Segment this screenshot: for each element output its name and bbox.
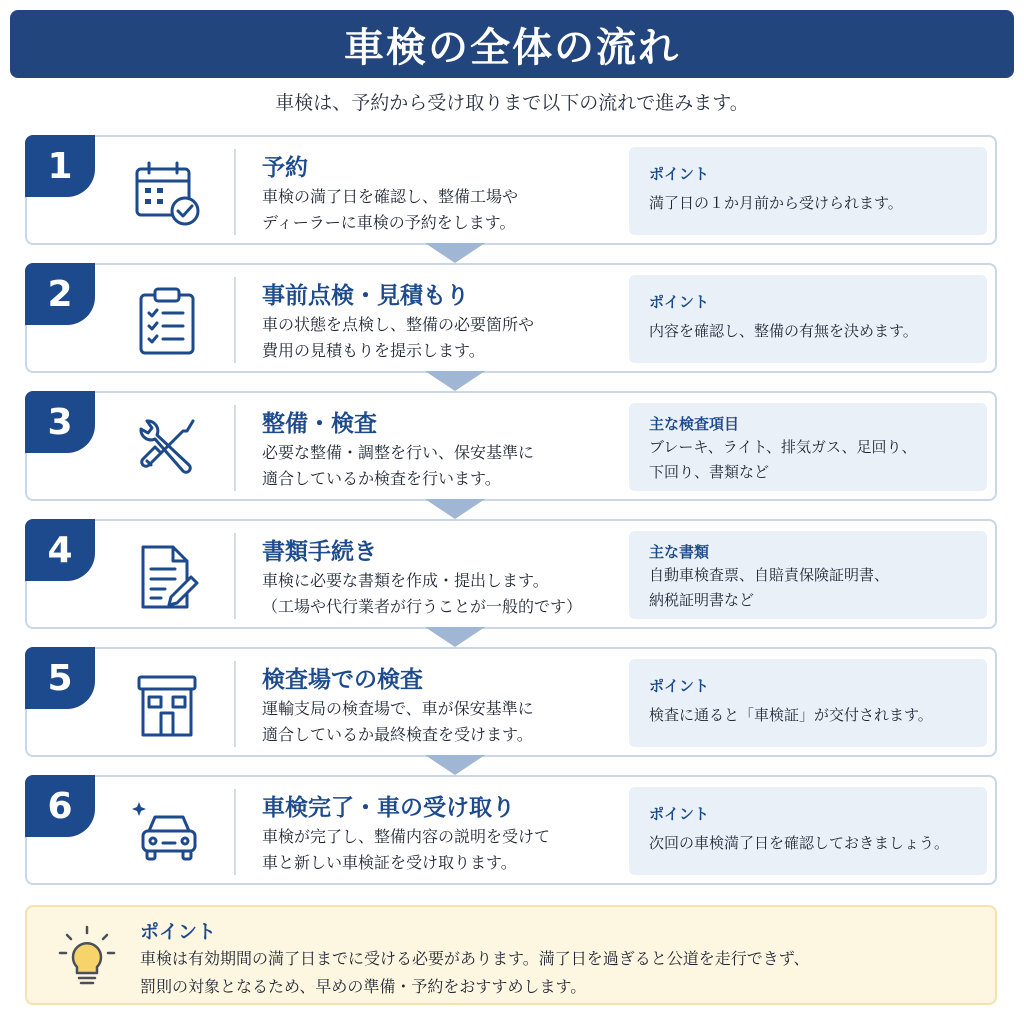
step-title: 書類手続き (262, 539, 377, 565)
point-text: 下回り、書類など (649, 463, 770, 481)
step-card-2 (25, 263, 997, 373)
step-description (262, 312, 632, 364)
step-desc-line: 車検が完了し、整備内容の説明を受けて (262, 827, 551, 846)
tip-line: 罰則の対象となるため、早めの準備・予約をおすすめします。 (140, 977, 587, 996)
point-label: 主な書類 (649, 543, 710, 561)
tip-line: 車検は有効期間の満了日までに受ける必要があります。満了日を過ぎると公道を走行できず、 (140, 949, 810, 968)
down-arrow-icon (425, 243, 485, 263)
step-number: 3 (25, 391, 95, 453)
step-number: 1 (25, 135, 95, 197)
page-title: 車検の全体の流れ (344, 24, 680, 71)
divider (234, 533, 236, 619)
point-box (629, 275, 987, 363)
page-subtitle: 車検は、予約から受け取りまで以下の流れで進みます。 (275, 92, 749, 114)
step-number: 2 (25, 263, 95, 325)
step-number: 4 (25, 519, 95, 581)
down-arrow-icon (425, 755, 485, 775)
tip-text (140, 945, 809, 1001)
point-text: 納税証明書など (649, 591, 755, 609)
point-box (629, 659, 987, 747)
point-box (629, 403, 987, 491)
point-text: 満了日の１か月前から受けられます。 (649, 194, 903, 212)
step-desc-line: 車検に必要な書類を作成・提出します。 (262, 571, 549, 590)
step-desc-line: 適合しているか検査を行います。 (262, 469, 501, 488)
point-text: 次回の車検満了日を確認しておきましょう。 (649, 834, 950, 852)
car-sparkle-icon (127, 797, 207, 869)
point-text: 自動車検査票、自賠責保険証明書、 (649, 566, 890, 584)
divider (234, 149, 236, 235)
step-desc-line: 車検の満了日を確認し、整備工場や (262, 187, 519, 206)
step-title: 整備・検査 (262, 411, 377, 437)
down-arrow-icon (425, 499, 485, 519)
point-label: 主な検査項目 (649, 415, 740, 433)
down-arrow-icon (425, 371, 485, 391)
step-desc-line: 車と新しい車検証を受け取ります。 (262, 853, 517, 872)
document-pen-icon (127, 541, 207, 613)
wrench-screwdriver-icon (127, 413, 207, 485)
step-card-1 (25, 135, 997, 245)
point-box (629, 147, 987, 235)
point-label: ポイント (649, 293, 710, 311)
step-desc-line: 費用の見積もりを提示します。 (262, 341, 485, 360)
point-text: 検査に通ると「車検証」が交付されます。 (649, 706, 933, 724)
tip-title: ポイント (140, 921, 217, 943)
divider (234, 405, 236, 491)
step-number: 6 (25, 775, 95, 837)
step-title: 事前点検・見積もり (262, 283, 469, 309)
point-box (629, 787, 987, 875)
calendar-check-icon (127, 157, 207, 229)
step-card-6 (25, 775, 997, 885)
divider (234, 661, 236, 747)
step-desc-line: 運輸支局の検査場で、車が保安基準に (262, 699, 534, 718)
step-desc-line: 車の状態を点検し、整備の必要箇所や (262, 315, 535, 334)
lightbulb-icon (57, 925, 117, 989)
step-desc-line: （工場や代行業者が行うことが一般的です） (262, 597, 583, 616)
step-description (262, 440, 632, 492)
step-title: 予約 (262, 155, 308, 181)
point-box (629, 531, 987, 619)
step-desc-line: 必要な整備・調整を行い、保安基準に (262, 443, 535, 462)
step-description (262, 568, 632, 620)
step-desc-line: 適合しているか最終検査を受けます。 (262, 725, 533, 744)
step-card-5 (25, 647, 997, 757)
step-description (262, 184, 632, 236)
down-arrow-icon (425, 627, 485, 647)
tip-box (25, 905, 997, 1005)
building-icon (127, 669, 207, 741)
step-description (262, 696, 632, 748)
header-banner (10, 10, 1014, 78)
divider (234, 277, 236, 363)
step-title: 車検完了・車の受け取り (262, 795, 515, 821)
point-text: ブレーキ、ライト、排気ガス、足回り、 (649, 438, 917, 456)
step-desc-line: ディーラーに車検の予約をします。 (262, 213, 516, 232)
step-description (262, 824, 632, 876)
point-label: ポイント (649, 677, 710, 695)
point-label: ポイント (649, 805, 710, 823)
step-card-4 (25, 519, 997, 629)
clipboard-checklist-icon (127, 285, 207, 357)
step-title: 検査場での検査 (262, 667, 423, 693)
point-text: 内容を確認し、整備の有無を決めます。 (649, 322, 918, 340)
step-card-3 (25, 391, 997, 501)
point-label: ポイント (649, 165, 710, 183)
step-number: 5 (25, 647, 95, 709)
divider (234, 789, 236, 875)
